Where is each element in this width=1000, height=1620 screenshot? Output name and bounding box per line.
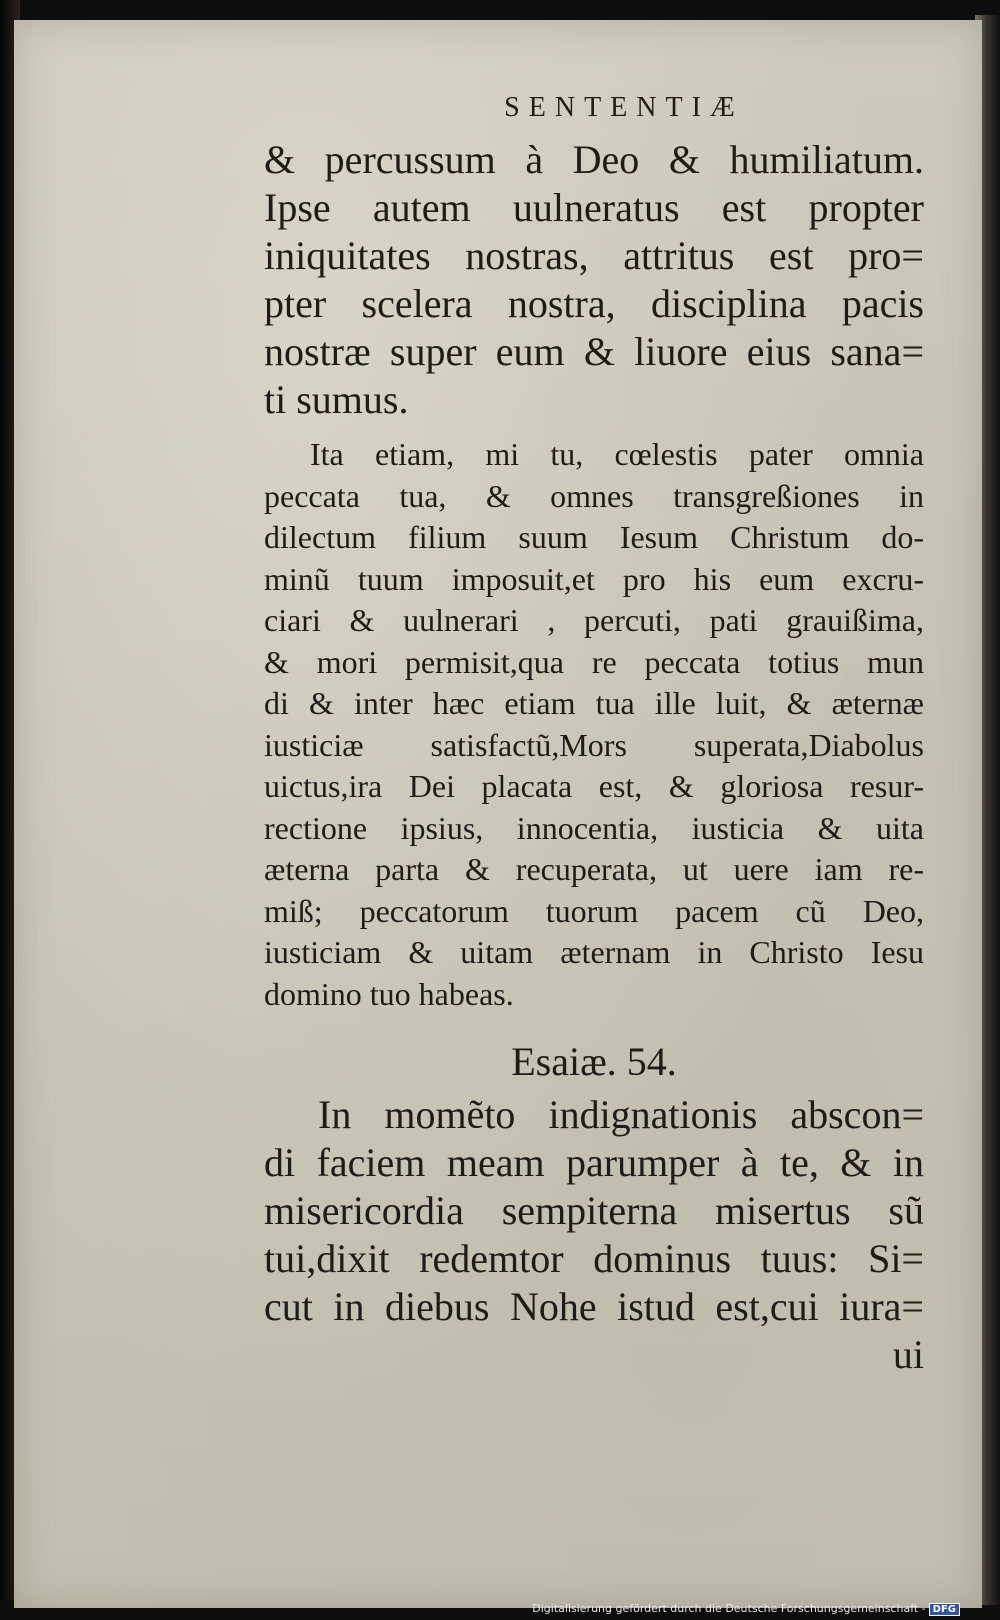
text-line: ti sumus. xyxy=(264,377,409,422)
text-line: cut in diebus Nohe istud est,cui iura= xyxy=(264,1284,924,1329)
text-line: uictus,ira Dei placata est, & gloriosa resur- xyxy=(264,768,924,804)
text-line: miß; peccatorum tuorum pacem cũ Deo, xyxy=(264,892,924,929)
text-line: iniquitates nostras, attritus est pro= xyxy=(264,233,924,278)
credit-text: Digitalisierung gefördert durch die Deutsche Forschungsgemeinschaft - xyxy=(532,1602,926,1615)
text-line: æterna parta & recuperata, ut uere iam re- xyxy=(264,851,924,887)
scripture-quote-2 xyxy=(264,1091,924,1331)
section-heading: Esaiæ. 54. xyxy=(511,1039,677,1084)
text-line: peccata tua, & omnes transgreßiones in xyxy=(264,477,924,514)
page-text-block xyxy=(264,88,924,1379)
text-line: & mori permisit,qua re peccata totius mun xyxy=(264,643,924,680)
text-line: ciari & uulnerari , percuti, pati grauißima, xyxy=(264,602,924,638)
text-line: di faciem meam parumper à te, & in xyxy=(264,1140,924,1185)
catchword: ui xyxy=(892,1332,924,1377)
text-line: pter scelera nostra, disciplina pacis xyxy=(264,281,924,326)
commentary-paragraph xyxy=(264,434,924,1015)
text-line: misericordia sempiterna misertus sũ xyxy=(264,1188,924,1233)
text-line: minũ tuum imposuit,et pro his eum excru- xyxy=(264,560,924,597)
text-line: tui,dixit redemtor dominus tuus: Si= xyxy=(264,1236,924,1281)
text-line: rectione ipsius, innocentia, iusticia & uita xyxy=(264,809,924,846)
text-line: & percussum à Deo & humiliatum. xyxy=(264,137,924,182)
digitization-credit xyxy=(532,1602,960,1616)
book-page xyxy=(14,20,982,1608)
text-line: di & inter hæc etiam tua ille luit, & æternæ xyxy=(264,685,924,721)
running-head: SENTENTIÆ xyxy=(504,92,744,123)
text-line: iusticiam & uitam æternam in Christo Iesu xyxy=(264,934,924,970)
text-line: Ita etiam, mi tu, cœlestis pater omnia xyxy=(310,436,924,472)
dfg-logo: DFG xyxy=(929,1603,960,1616)
scripture-quote-1 xyxy=(264,136,924,424)
text-line: iusticiæ satisfactũ,Mors superata,Diabolus xyxy=(264,726,924,763)
text-line: Ipse autem uulneratus est propter xyxy=(264,185,924,230)
text-line: domino tuo habeas. xyxy=(264,975,514,1012)
text-line: dilectum filium suum Iesum Christum do- xyxy=(264,519,924,555)
text-line: In momẽto indignationis abscon= xyxy=(318,1092,924,1137)
text-line: nostræ super eum & liuore eius sana= xyxy=(264,329,924,374)
